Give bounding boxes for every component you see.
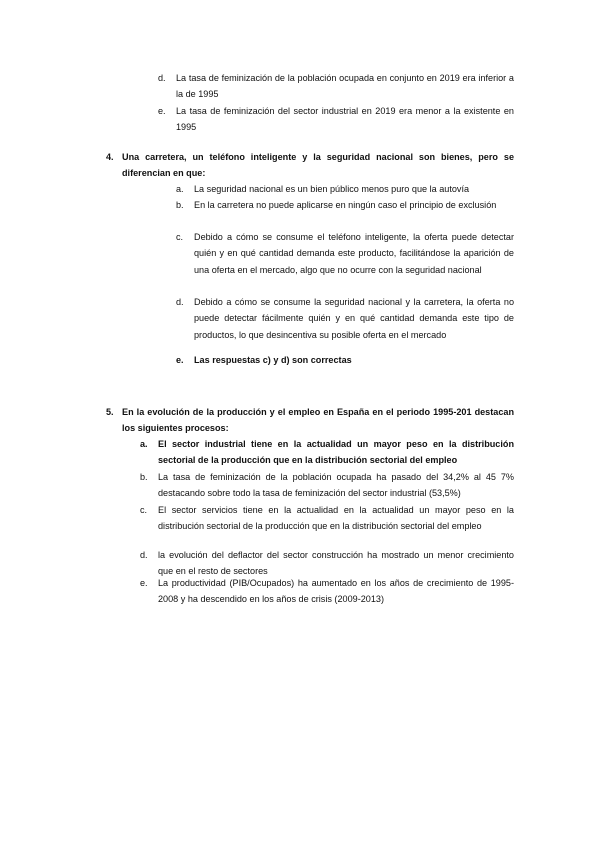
q4-option-b [176, 197, 514, 213]
option-letter: c. [140, 505, 148, 515]
option-text: Debido a cómo se consume la seguridad nacional y la carretera, la oferta no puede detectar fácilmente quién y en qué cantidad demanda este tipo de productos, lo que desincentiva su posible oferta en el mercado [194, 297, 514, 340]
q4-option-a [176, 181, 514, 197]
option-text: La tasa de feminización de la población ocupada ha pasado del 34,2% al 45 7% destacando sobre todo la tasa de feminización del sector industrial (53,5%) [158, 472, 514, 499]
q3-option-e [158, 103, 514, 136]
q5-option-a [140, 436, 514, 469]
question-number: 4. [106, 152, 114, 162]
option-letter: b. [140, 472, 148, 482]
question-number: 5. [106, 407, 114, 417]
option-letter: d. [140, 550, 148, 560]
q3-option-d [158, 70, 514, 103]
q5-stem [106, 404, 514, 437]
option-letter: b. [176, 200, 184, 210]
option-letter: d. [176, 297, 184, 307]
option-text: La productividad (PIB/Ocupados) ha aumentado en los años de crecimiento de 1995-2008 y ha descendido en los años de crisis (2009-2013) [158, 578, 514, 605]
option-text: El sector industrial tiene en la actualidad un mayor peso en la distribución sectorial de la producción que en la distribución sectorial del empleo [158, 439, 514, 466]
option-letter: e. [140, 578, 148, 588]
option-text: El sector servicios tiene en la actualidad en la actualidad un mayor peso en la distribución sectorial de la producción que en la distribución sectorial del empleo [158, 505, 514, 532]
q4-stem [106, 149, 514, 182]
question-text: En la evolución de la producción y el empleo en España en el periodo 1995-201 destacan los siguientes procesos: [122, 407, 514, 434]
option-text: Las respuestas c) y d) son correctas [194, 355, 352, 365]
option-letter: a. [140, 439, 148, 449]
option-letter: d. [158, 73, 166, 83]
option-letter: a. [176, 184, 184, 194]
option-text: Debido a cómo se consume el teléfono inteligente, la oferta puede detectar quién y en qué cantidad demanda este producto, facilitándose la aparición de una oferta en el mercado, algo que no ocurre con la seguridad nacional [194, 232, 514, 275]
option-text: La seguridad nacional es un bien público menos puro que la autovía [194, 184, 470, 194]
q5-option-c [140, 502, 514, 535]
question-text: Una carretera, un teléfono inteligente y la seguridad nacional son bienes, pero se diferencian en que: [122, 152, 514, 179]
option-text: La tasa de feminización del sector industrial en 2019 era menor a la existente en 1995 [176, 106, 514, 133]
q4-option-d [176, 294, 514, 343]
option-letter: e. [158, 106, 166, 116]
option-letter: e. [176, 355, 184, 365]
option-letter: c. [176, 232, 184, 242]
q4-option-c [176, 229, 514, 278]
option-text: En la carretera no puede aplicarse en ningún caso el principio de exclusión [194, 200, 497, 210]
q4-option-e [176, 352, 514, 368]
option-text: La tasa de feminización de la población ocupada en conjunto en 2019 era inferior a la de 1995 [176, 73, 514, 100]
option-text: la evolución del deflactor del sector construcción ha mostrado un menor crecimiento que en el resto de sectores [158, 550, 514, 577]
q5-option-e [140, 575, 514, 608]
q5-option-b [140, 469, 514, 502]
